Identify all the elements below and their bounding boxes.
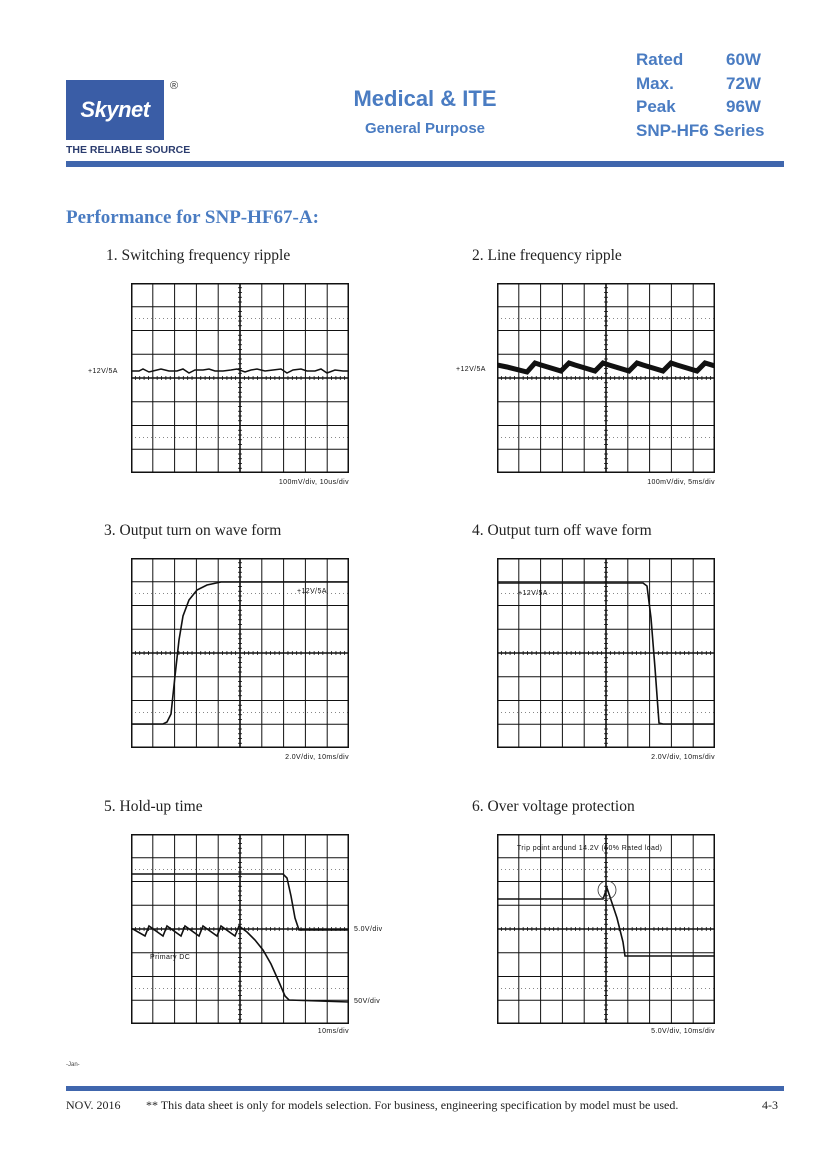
rating-label: Max.: [636, 73, 674, 93]
scope-graticule: [497, 558, 715, 748]
scope-5-primary-scale: 50V/div: [354, 998, 381, 1005]
panel-title-3: 3. Output turn on wave form: [104, 522, 282, 539]
series-label: SNP-HF6 Series: [636, 120, 765, 140]
logo-tagline: THE RELIABLE SOURCE: [66, 144, 191, 156]
panel-title-4: 4. Output turn off wave form: [472, 522, 652, 539]
scope-5: [131, 834, 349, 1024]
panel-title-1: 1. Switching frequency ripple: [106, 247, 291, 264]
rating-rated: [636, 48, 765, 72]
header-subtitle: General Purpose: [364, 120, 486, 137]
rating-peak: [636, 95, 765, 119]
scope-screen: [131, 558, 349, 748]
header-divider: [66, 161, 784, 167]
registered-mark: ®: [170, 80, 179, 92]
scope-1-level-label: +12V/5A: [88, 368, 118, 375]
rating-label: Rated: [636, 50, 684, 69]
scope-graticule: [497, 834, 715, 1024]
footer-disclaimer: ** This data sheet is only for models selection. For business, engineering specification by model must be used.: [146, 1098, 679, 1112]
scope-2-caption: 100mV/div, 5ms/div: [647, 479, 715, 486]
scope-4-caption: 2.0V/div, 10ms/div: [651, 754, 715, 761]
scope-6-trip-label: Trip point around 14.2V (60% Rated load): [517, 845, 663, 852]
rating-value: 72W: [726, 73, 761, 93]
scope-2-level-label: +12V/5A: [456, 366, 486, 373]
scope-3-caption: 2.0V/div, 10ms/div: [285, 754, 349, 761]
footer-divider: [66, 1086, 784, 1091]
scope-1-caption: 100mV/div, 10us/div: [278, 479, 349, 486]
scope-5-output-scale: 5.0V/div: [354, 926, 383, 933]
footer-small-note: -Jan-: [66, 1062, 80, 1068]
scope-3: [131, 558, 349, 748]
rating-max: [636, 72, 765, 96]
scope-4: [497, 558, 715, 748]
section-title: Performance for SNP-HF67-A:: [66, 207, 319, 228]
scope-5-primary-label: Primary DC: [150, 954, 191, 961]
scope-screen: [497, 558, 715, 748]
scope-graticule: [131, 834, 349, 1024]
scope-graticule: [131, 283, 349, 473]
rating-value: 96W: [726, 97, 761, 116]
scope-6-caption: 5.0V/div, 10ms/div: [651, 1028, 715, 1035]
series-name: [636, 119, 765, 143]
scope-graticule: [131, 558, 349, 748]
scope-screen: [497, 283, 715, 473]
scope-5-caption: 10ms/div: [317, 1028, 349, 1035]
scope-2: [497, 283, 715, 473]
ratings-block: [636, 48, 765, 142]
skynet-logo: [66, 80, 190, 156]
scope-4-level-label: +12V/5A: [518, 590, 548, 597]
scope-screen: [497, 834, 715, 1024]
panel-title-2: 2. Line frequency ripple: [472, 247, 622, 264]
rating-label: Peak: [636, 97, 676, 116]
scope-3-level-label: +12V/5A: [297, 588, 327, 595]
rating-value: 60W: [726, 50, 761, 69]
scope-1: [131, 283, 349, 473]
scope-graticule: [497, 283, 715, 473]
footer-page-number: 4-3: [762, 1098, 778, 1112]
logo-brand-text: Skynet: [80, 97, 150, 122]
footer-date: NOV. 2016: [66, 1098, 121, 1112]
scope-screen: [131, 283, 349, 473]
logo-box: [66, 80, 164, 140]
panel-title-5: 5. Hold-up time: [104, 798, 203, 815]
scope-screen: [131, 834, 349, 1024]
header-title: Medical & ITE: [353, 86, 497, 111]
scope-6: [497, 834, 715, 1024]
panel-title-6: 6. Over voltage protection: [472, 798, 635, 815]
